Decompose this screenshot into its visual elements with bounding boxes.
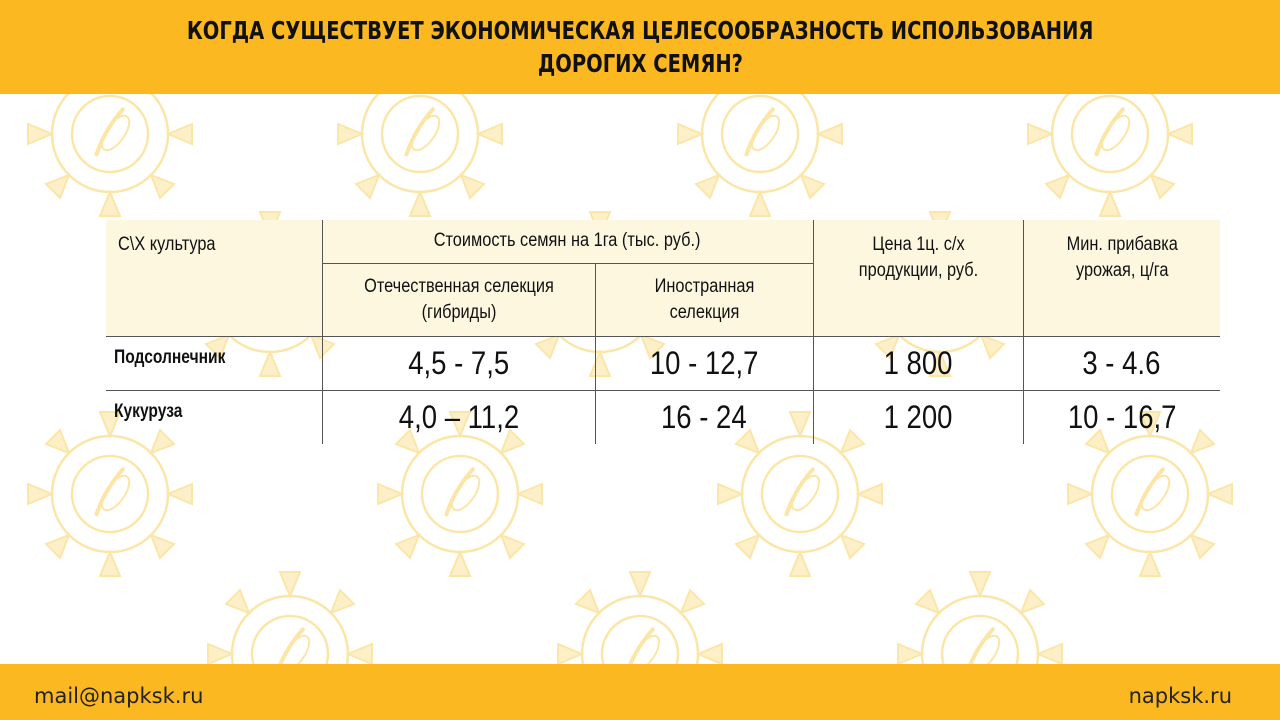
- cell-gain-text: 10 - 16,7: [1067, 398, 1177, 435]
- cell-price-text: 1 800: [883, 344, 953, 381]
- header-crop: [106, 220, 322, 336]
- cell-foreign-text: 16 - 24: [661, 398, 747, 435]
- header-min-gain: [1023, 220, 1220, 336]
- cell-gain: [1023, 390, 1220, 444]
- footer-bar: [0, 664, 1280, 720]
- header-crop-label: С\Х культура: [118, 234, 216, 255]
- title-banner: [0, 0, 1280, 94]
- table-row-corn: [106, 390, 1220, 444]
- cell-crop-text: Подсолнечник: [114, 346, 226, 368]
- table-row-sunflower: [106, 336, 1220, 390]
- header-price-label: Цена 1ц. с/х продукции, руб.: [858, 234, 978, 281]
- cell-gain: [1023, 336, 1220, 390]
- footer-email-link[interactable]: mail@napksk.ru: [34, 684, 204, 708]
- seed-economics-table: [106, 220, 1220, 444]
- header-domestic: [322, 263, 595, 336]
- cell-crop-text: Кукуруза: [114, 400, 183, 422]
- cell-price: [813, 390, 1023, 444]
- header-foreign: [595, 263, 813, 336]
- cell-gain-text: 3 - 4.6: [1082, 344, 1161, 381]
- footer-site-link[interactable]: napksk.ru: [1128, 684, 1232, 708]
- header-price: [813, 220, 1023, 336]
- cell-domestic: [322, 336, 595, 390]
- page-title-line-1: КОГДА СУЩЕСТВУЕТ ЭКОНОМИЧЕСКАЯ ЦЕЛЕСООБРАЗНОСТЬ ИСПОЛЬЗОВАНИЯ: [186, 16, 1094, 45]
- header-min-gain-label: Мин. прибавка урожая, ц/га: [1066, 234, 1178, 281]
- cell-domestic-text: 4,0 – 11,2: [398, 398, 519, 435]
- cell-price: [813, 336, 1023, 390]
- header-domestic-label: Отечественная селекция (гибриды): [363, 275, 554, 323]
- page-title-line-2: ДОРОГИХ СЕМЯН?: [537, 49, 743, 78]
- cell-foreign: [595, 390, 813, 444]
- cell-domestic: [322, 390, 595, 444]
- cell-foreign-text: 10 - 12,7: [649, 344, 759, 381]
- cell-foreign: [595, 336, 813, 390]
- cell-crop: [106, 336, 322, 390]
- cell-crop: [106, 390, 322, 444]
- header-seed-cost: [322, 220, 813, 263]
- header-seed-cost-label: Стоимость семян на 1га (тыс. руб.): [434, 230, 701, 252]
- cell-domestic-text: 4,5 - 7,5: [408, 344, 509, 381]
- header-foreign-label: Иностранная селекция: [654, 275, 754, 323]
- cell-price-text: 1 200: [883, 398, 953, 435]
